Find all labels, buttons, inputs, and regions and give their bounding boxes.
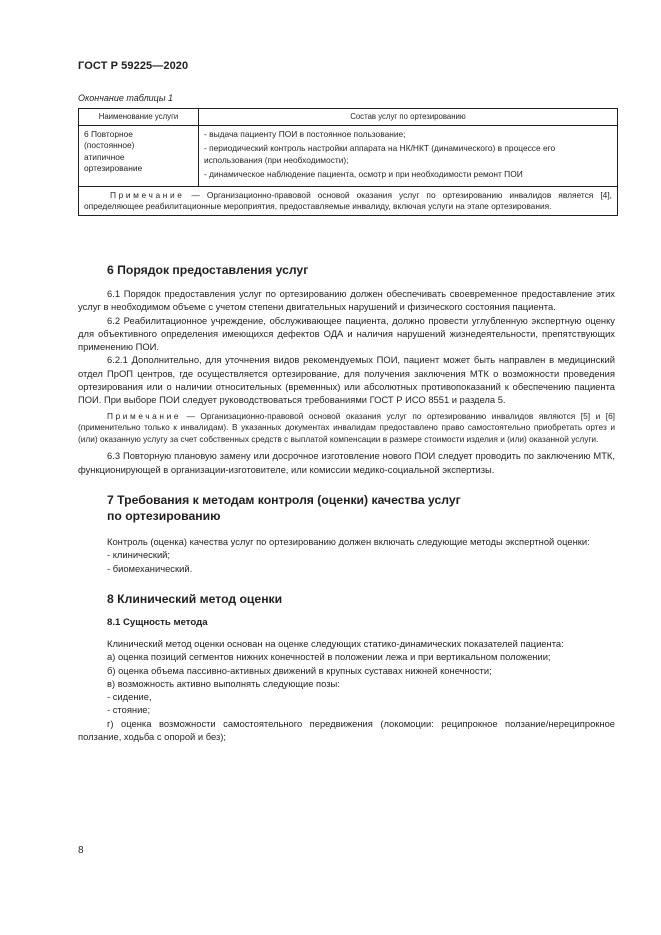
list-item: б) оценка объема пассивно-активных движений в крупных суставах нижней конечности; (107, 664, 492, 676)
paragraph-6-3: 6.3 Повторную плановую замену или досрочное изготовление нового ПОИ следует проводить по заключению МТК, функционирующей в организации-изготовителе, или комиссии медико-социальной экспертизы. (78, 450, 615, 475)
service-name-line: ортезирование (84, 163, 143, 174)
section-7-title (107, 492, 615, 524)
list-item: - сидение, (107, 691, 152, 703)
page-number: 8 (78, 845, 84, 856)
table-row (79, 126, 618, 187)
main-content (78, 262, 615, 743)
note-label: Примечание (107, 410, 182, 421)
list-item: - стояние; (107, 704, 151, 716)
list-item: г) оценка возможности самостоятельного передвижения (локомоции: реципрокное ползание/нереципрокное ползание, ходьба с опорой и без); (78, 717, 615, 743)
table-note (79, 186, 618, 216)
paragraph-8-1: Клинический метод оценки основан на оценке следующих статико-динамических показателей пациента: (107, 637, 564, 649)
section-8-title: 8 Клинический метод оценки (107, 591, 283, 606)
column-header-service-composition: Состав услуг по ортезированию (199, 109, 618, 126)
note-text: — Организационно-правовой основой оказания услуг по ортезированию инвалидов является [4], определяющее реабилитационные мероприятия, предоставляемые инвалиду, включая услуги на этапе ортезирования. (84, 189, 612, 212)
table-caption: Окончание таблицы 1 (78, 93, 173, 103)
service-name-line: атипичное (84, 151, 125, 162)
note-text: — Организационно-правовой основой оказания услуг по ортезированию инвалидов являются [5] и [6] (применительно только к инвалидам). В указанных документах инвалидам предоставлено право самостоятельно приобретать ортез и (или) оказанную услугу за счет собственных средств с выплатой компенсации в размере стоимости изделия и (или) оказанной услуги. (78, 410, 615, 444)
section-6-note (78, 411, 615, 446)
service-composition-cell (199, 126, 618, 187)
list-item: - биомеханический. (107, 562, 193, 574)
composition-item: - выдача пациенту ПОИ в постоянное пользование; (204, 129, 406, 139)
list-item: в) возможность активно выполнять следующие позы: (107, 677, 340, 689)
paragraph-6-2-1: 6.2.1 Дополнительно, для уточнения видов рекомендуемых ПОИ, пациент может быть направлен в медицинский отдел ПрОП центров, где осуществляется ортезирование, для получения заключения МТК о возможности проведения ортезирования или о наличии относительных (временных) или абсолютных противопоказаний к обеспечению пациента ПОИ. При выборе ПОИ следует руководствоваться требованиями ГОСТ Р ИСО 8551 и раздела 5. (78, 354, 615, 406)
paragraph-6-2: 6.2 Реабилитационное учреждение, обслуживающее пациента, должно провести углубленную экспертную оценку для объективного определения имеющихся дефектов ОДА и наличия нарушений жизнедеятельности, препятствующих применению ПОИ. (78, 314, 615, 353)
table-note-row (79, 186, 618, 216)
service-name-line: 6 Повторное (84, 129, 133, 139)
note-label: Примечание (110, 189, 185, 200)
table-header-row (79, 109, 618, 126)
section-7-title-line2: по ортезированию (107, 509, 221, 524)
composition-item: - периодический контроль настройки аппарата на НК/НКТ (динамического) в процессе его использования (при необходимости); (204, 143, 556, 165)
service-name-cell (79, 126, 199, 187)
list-item: а) оценка позиций сегментов нижних конечностей в положении лежа и при вертикальном положении; (107, 651, 551, 663)
standard-header: ГОСТ Р 59225—2020 (78, 60, 189, 72)
list-item: - клинический; (107, 549, 171, 561)
section-6-title: 6 Порядок предоставления услуг (107, 263, 309, 277)
paragraph-6-1: 6.1 Порядок предоставления услуг по ортезированию должен обеспечивать своевременное предоставление этих услуг в необходимом объеме с учетом степени двигательных нарушений и физического состояния пациента. (78, 288, 615, 313)
services-table (78, 108, 618, 216)
paragraph-7-intro: Контроль (оценка) качества услуг по ортезированию должен включать следующие методы экспертной оценки: (107, 536, 590, 548)
section-7-title-line1: 7 Требования к методам контроля (оценки) качества услуг (107, 493, 461, 508)
service-name-line: (постоянное) (84, 140, 135, 151)
composition-item: - динамическое наблюдение пациента, осмотр и при необходимости ремонт ПОИ (204, 169, 523, 180)
subsection-8-1-title: 8.1 Сущность метода (107, 616, 208, 628)
column-header-service-name: Наименование услуги (79, 109, 199, 126)
